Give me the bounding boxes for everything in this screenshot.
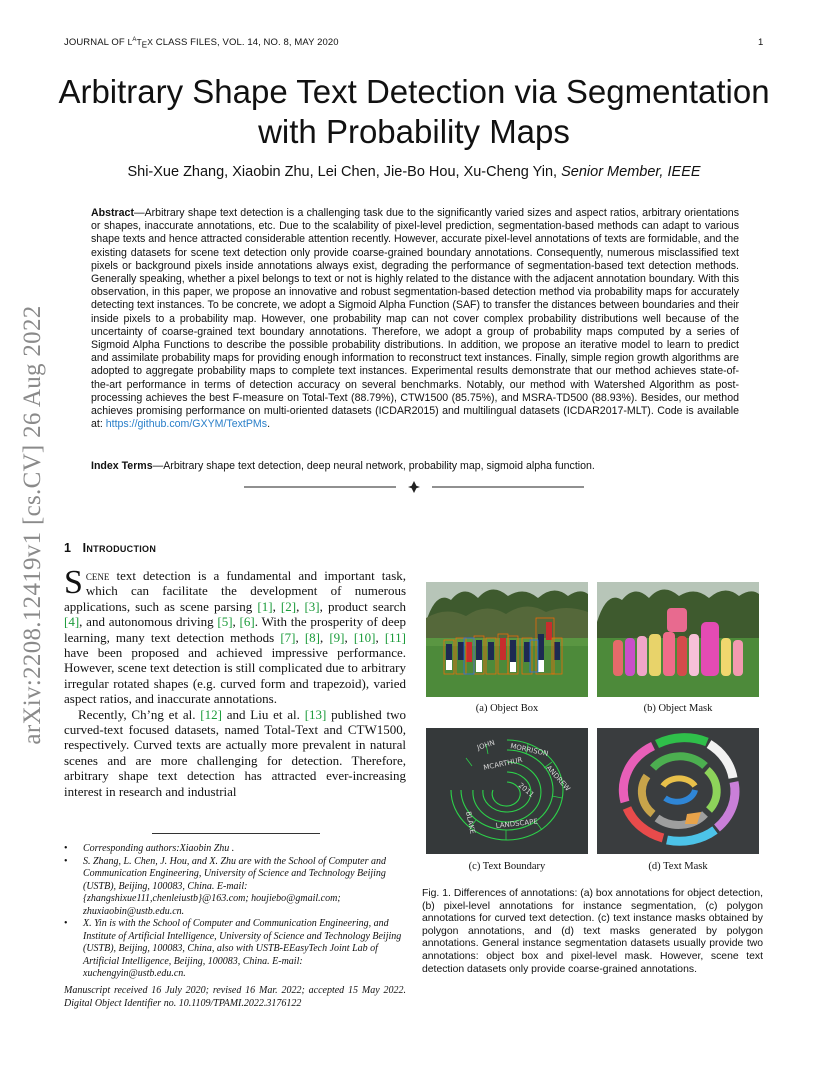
index-terms-text: —Arbitrary shape text detection, deep neural network, probability map, sigmoid alpha function. bbox=[152, 460, 595, 472]
citation-link[interactable]: [13] bbox=[304, 706, 327, 722]
citation-link[interactable]: [9] bbox=[329, 629, 345, 645]
title-line-2: with Probability Maps bbox=[258, 113, 570, 150]
section-number: 1 bbox=[64, 541, 72, 555]
subcaption-b: (b) Object Mask bbox=[643, 703, 713, 714]
author-names: Shi-Xue Zhang, Xiaobin Zhu, Lei Chen, Jie-Bo Hou, Xu-Cheng Yin, bbox=[127, 164, 558, 180]
citation-link[interactable]: [8] bbox=[304, 629, 320, 645]
body-text: , bbox=[319, 629, 330, 645]
circle-word: MORRISON bbox=[509, 742, 549, 758]
section-title: Introduction bbox=[82, 541, 157, 555]
body-text: , bbox=[296, 598, 305, 614]
running-header: JOURNAL OF $L^AT_EX$ CLASS FILES, VOL. 14, NO. 8, MAY 2020 bbox=[64, 37, 339, 50]
body-text: , bbox=[232, 614, 240, 630]
abstract: Abstract—Arbitrary shape text detection is a challenging task due to the significantly varied sizes and aspect ratios, arbitrary orientations or shapes, inaccurate annotations, etc. Due to the scalability of pixel-level prediction, segmentation-based methods can adapt to various shape texts and hence attracted considerable attention recently. However, accurate pixel-level annotations of texts are formidable, and the existing datasets for scene text detection only provide coarse-grained boundary annotations. Consequently, numerous misclassified text pixels or background pixels inside annotations always exist, degrading the performance of segmentation-based text detection methods. Generally speaking, whether a pixel belongs to text or not is highly related to the distance with the adjacent annotation boundary. With this observation, in this paper, we propose an innovative and robust segmentation-based detection method via probability maps for accurately detecting text instances. To be concrete, we adopt a Sigmoid Alpha Function (SAF) to transfer the distances between boundaries and their inside pixels to a probability map. However, one probability map can not cover complex probability distributions well because of the uncertainty of coarse-grained text boundary annotations. Therefore, we adopt a group of probability maps computed by a series of Sigmoid Alpha Functions to describe the possible probability distributions. In addition, we propose an iterative model to learn to predict and assimilate probability maps for providing enough information to reconstruct text instances. Finally, simple region growth algorithms are adopted to aggregate probability maps to complete text instances. Experimental results demonstrate that our method achieves state-of-the-art performance in terms of detection accuracy on several benchmarks. Notably, our method with Watershed Algorithm as post-processing achieves the best F-measure on Total-Text (88.79%), CTW1500 (85.75%), and MSRA-TD500 (88.93%). Besides, our method achieves promising performance on multi-oriented datasets (ICDAR2015) and multilingual datasets (ICDAR2017-MLT). Code is available at: https://github.com/GXYM/TextPMs. bbox=[91, 207, 739, 431]
citation-link[interactable]: [11] bbox=[384, 629, 406, 645]
footnote-item: • Corresponding authors:Xiaobin Zhu . bbox=[64, 843, 235, 854]
footnote-rule bbox=[152, 833, 320, 834]
body-text: , bbox=[295, 629, 305, 645]
subcaption-a: (a) Object Box bbox=[475, 703, 539, 714]
body-text: . With the prosperity of deep learning, many text detection methods bbox=[64, 614, 406, 645]
section-heading bbox=[64, 541, 156, 555]
section-divider bbox=[244, 480, 584, 494]
body-text: published two curved-text focused datasets, named Total-Text and CTW1500, respectively. Curved texts are actually more prevalent in natural scenes and are more challenging for detection. Therefore, arbitrary shape text detection has attracted ever-increasing interest in research and industrial bbox=[64, 706, 406, 799]
drop-cap: S bbox=[64, 564, 83, 601]
index-terms bbox=[91, 460, 739, 473]
circle-word: MCARTHUR bbox=[482, 755, 524, 772]
bullet-icon: • bbox=[64, 918, 68, 929]
index-terms-label: Index Terms bbox=[91, 460, 153, 472]
subcaption-d: (d) Text Mask bbox=[648, 861, 708, 872]
body-text: , product search bbox=[319, 598, 406, 614]
circle-word: ANDREW bbox=[544, 763, 572, 793]
body-text: , bbox=[375, 629, 385, 645]
title-line-1: Arbitrary Shape Text Detection via Segmentation bbox=[58, 73, 770, 110]
citation-link[interactable]: [2] bbox=[280, 598, 297, 614]
manuscript-note: Manuscript received 16 July 2020; revised 16 Mar. 2022; accepted 15 May 2022. Digital Object Identifier no. 10.1109/TPAMI.2022.3176122 bbox=[64, 985, 406, 1009]
citation-link[interactable]: [3] bbox=[304, 598, 320, 614]
intro-paragraph-1: Scene text detection is a fundamental and important task, which can facilitate the development of numerous applications, such as scene parsing [1], [2], [3], product search [4], and autonomous driving [5], [6]. With the prosperity of deep learning, many text detection methods [7], [8], [9], [10], [11] have been proposed and achieved impressive performance. However, scene text detection is still complicated due to arbitrary irregular rotated shapes (e.g. curved form and trapezoid), varied aspect ratios, and inaccurate annotations. bbox=[64, 564, 406, 707]
footnotes bbox=[64, 843, 406, 981]
body-text: have been proposed and achieved impressive performance. However, scene text detection is still complicated due to arbitrary irregular rotated shapes (e.g. curved form and trapezoid), varied aspect ratios, and inaccurate annotations. bbox=[64, 645, 406, 707]
body-text: and Liu et al. bbox=[221, 706, 305, 722]
footnote-item: • X. Yin is with the School of Computer and Communication Engineering, and Institute of Artificial Intelligence, University of Science and Technology Beijing (USTB), Beijing, 100083, China, also with USTB-EEasyTech Joint Lab of Artificial Intelligence, Beijing, 100083, China. E-mail: xuchengyin@ustb.edu.cn. bbox=[64, 918, 402, 979]
author-list bbox=[40, 164, 788, 180]
arxiv-stamp: arXiv:2208.12419v1 [cs.CV] 26 Aug 2022 bbox=[19, 305, 46, 745]
figure-text-mask bbox=[597, 728, 759, 854]
bullet-icon: • bbox=[64, 843, 68, 854]
circle-word: LANDSCAPE bbox=[495, 817, 539, 830]
body-text: , bbox=[272, 598, 281, 614]
citation-link[interactable]: [5] bbox=[217, 614, 233, 630]
subcaption-c: (c) Text Boundary bbox=[468, 861, 546, 872]
bullet-icon: • bbox=[64, 855, 68, 867]
figure-object-box bbox=[426, 582, 588, 697]
circle-word: BLAKE bbox=[464, 810, 477, 835]
figure-caption: Fig. 1. Differences of annotations: (a) box annotations for object detection, (b) pixel-level annotations for instance segmentation, (c) polygon annotations for curved text detection. (c) text instance masks obtained by polygon annotations, and (d) text masks generated by polygon annotations. General instance segmentation datasets usually provide two annotations: object box and pixel-level mask. However, scene text detection datasets only provide coarse-grained annotations. bbox=[422, 888, 763, 975]
body-text: , bbox=[344, 629, 354, 645]
author-role: Senior Member, IEEE bbox=[561, 164, 701, 180]
intro-body bbox=[64, 564, 406, 799]
abstract-text: —Arbitrary shape text detection is a challenging task due to the significantly varied sizes and aspect ratios, arbitrary orientations or shapes, inaccurate annotations, etc. Due to the scalability of pixel-level prediction, segmentation-based methods can adapt to various shape texts and hence attracted considerable attention recently. However, accurate pixel-level annotations of texts are formidable, and the existing datasets for scene text detection only provide coarse-grained boundary annotations. Consequently, numerous misclassified text pixels or background pixels inside annotations always exist, degrading the performance of segmentation-based text detection methods. Generally speaking, whether a pixel belongs to text or not is highly related to the distance with the adjacent annotation boundary. With this observation, in this paper, we propose an innovative and robust segmentation-based detection method via probability maps for accurately detecting text instances. To be concrete, we adopt a Sigmoid Alpha Function (SAF) to transfer the distances between boundaries and their inside pixels to a probability map. However, one probability map can not cover complex probability distributions well because of the uncertainty of coarse-grained text boundary annotations. Therefore, we adopt a group of probability maps computed by a series of Sigmoid Alpha Functions to describe the possible probability distributions. In addition, we propose an iterative model to learn to predict and assimilate probability maps for providing enough information to reconstruct text instances. Finally, simple region growth algorithms are adopted to aggregate probability maps to complete text instances. Experimental results demonstrate that our method achieves state-of-the-art performance in terms of detection accuracy on several benchmarks. Notably, our method with Watershed Algorithm as post-processing achieves the best F-measure on Total-Text (88.79%), CTW1500 (85.75%), and MSRA-TD500 (88.93%). Besides, our method achieves promising performance on multi-oriented datasets (ICDAR2015) and multilingual datasets (ICDAR2017-MLT). Code is available at: bbox=[91, 207, 739, 431]
citation-link[interactable]: [7] bbox=[280, 629, 296, 645]
citation-link[interactable]: [12] bbox=[200, 706, 222, 722]
circle-word: JOHN bbox=[476, 738, 496, 752]
footnote-item: • S. Zhang, L. Chen, J. Hou, and X. Zhu are with the School of Computer and Communication Engineering, University of Science and Technology Beijing (USTB), Beijing, 100083, China. E-mail: {zhangshixue111,chenleiustb}@163.com; houjiebo@gmail.com; zhuxiaobin@ustb.edu.cn. bbox=[64, 855, 386, 917]
citation-link[interactable]: [10] bbox=[353, 629, 376, 645]
citation-link[interactable]: [4] bbox=[64, 614, 80, 630]
diamond-ornament-icon bbox=[408, 481, 420, 493]
body-text: , and autonomous driving bbox=[79, 614, 218, 630]
figure-object-mask bbox=[597, 582, 759, 697]
code-link[interactable]: https://github.com/GXYM/TextPMs bbox=[105, 418, 268, 431]
intro-paragraph-2 bbox=[64, 707, 406, 799]
figure-text-boundary bbox=[426, 728, 588, 854]
citation-link[interactable]: [6] bbox=[239, 614, 255, 630]
citation-link[interactable]: [1] bbox=[257, 598, 273, 614]
body-text: Recently, Ch’ng et al. bbox=[78, 706, 201, 722]
circle-word: 2011 bbox=[516, 781, 536, 799]
paper-title bbox=[40, 72, 788, 152]
abstract-label: Abstract bbox=[91, 207, 134, 219]
page-number: 1 bbox=[758, 37, 764, 48]
body-text: text detection is a fundamental and important task, which can facilitate the development of numerous applications, such as scene parsing bbox=[64, 568, 406, 614]
